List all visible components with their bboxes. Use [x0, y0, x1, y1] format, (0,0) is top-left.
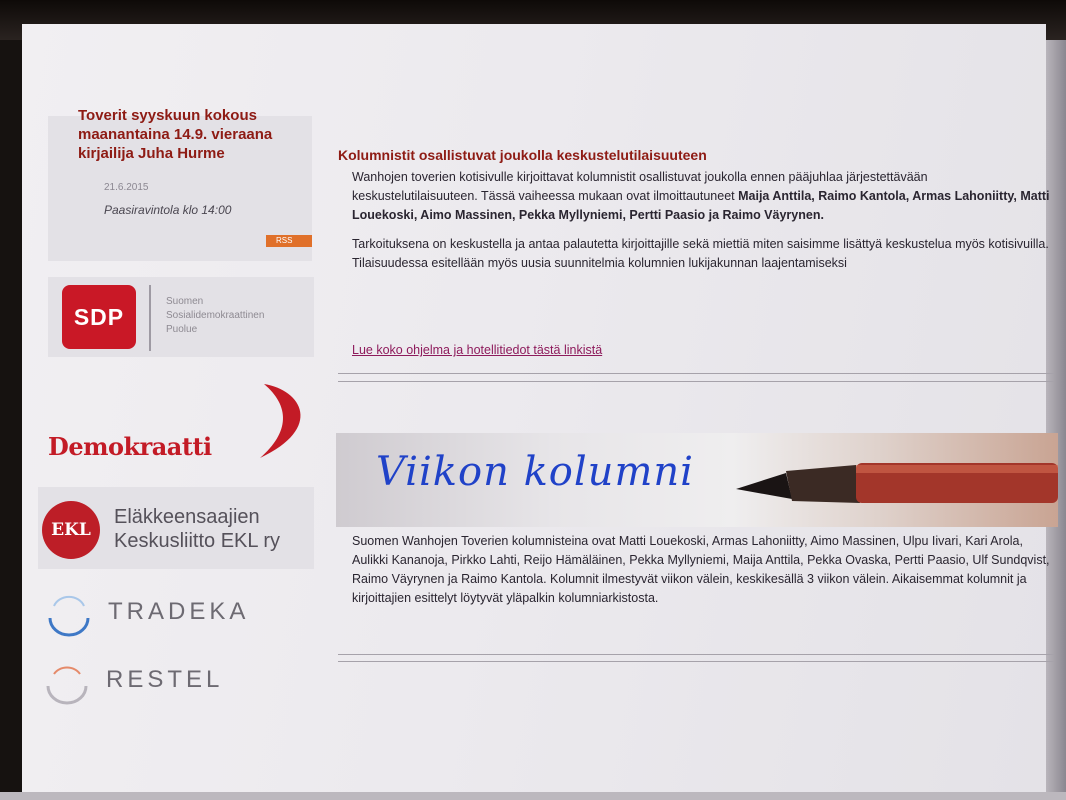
divider [338, 661, 1054, 662]
divider [338, 654, 1054, 655]
sdp-name-line: Suomen [166, 296, 204, 307]
ekl-name [114, 505, 318, 553]
divider [338, 381, 1054, 382]
banner-title: Viikon kolumni [376, 449, 694, 495]
columnists-text: Suomen Wanhojen Toverien kolumnisteina ovat Matti Louekoski, Armas Lahoniitty, Aimo Massinen, Ulpu Iivari, Kari Arola, Aulikki Kananoja, Pirkko Lahti, Reijo Hämäläinen, Pekka Myllyniemi, Maija Anttila, Pekka Ovaska, Pertti Paasio, Ulf Sundqvist, Raimo Väyrynen ja Raimo Kantola. Kolumnit ilmestyvät viikon välein, keskikesällä 3 viikon välein. Aikaisemmat kolumnit ja kirjoittajien esittelyt löytyvät yläpalkin kolumniarkistosta. [352, 534, 1050, 605]
news-title[interactable]: Toverit syyskuun kokous maanantaina 14.9. vieraana kirjailija Juha Hurme [78, 107, 273, 162]
restel-logo-icon [42, 662, 92, 706]
news-box[interactable] [48, 107, 312, 261]
ekl-logo-link[interactable] [38, 487, 314, 569]
sdp-name-line: Puolue [166, 324, 198, 335]
article-paragraph-1-text: Wanhojen toverien kotisivulle kirjoittavat kolumnistit osallistuvat joukolla ennen pääjuhlaa järjestettävään keskustelutilaisuuteen. Tässä vaiheessa mukaan ovat ilmoittautuneet [352, 170, 928, 203]
demokraatti-swoosh-icon [250, 382, 316, 462]
tradeka-logo-icon [44, 592, 94, 636]
restel-logo-link[interactable]: RESTEL [106, 666, 224, 693]
article-body [352, 168, 1054, 283]
demokraatti-logo-link[interactable]: Demokraatti [48, 432, 212, 461]
article-title: Kolumnistit osallistuvat joukolla keskustelutilaisuuteen [338, 147, 707, 163]
ekl-logo: EKL [42, 501, 100, 559]
weekly-column-banner[interactable] [336, 433, 1058, 527]
ekl-name-line: Keskusliitto EKL ry [114, 530, 280, 552]
sdp-divider [149, 285, 151, 351]
projector-frame-edge [1044, 40, 1066, 800]
columnist-names: Maija Anttila, Raimo Kantola, Armas Lahoniitty, Matti Louekoski, Aimo Massinen, Pekka Myllyniemi, Pertti Paasio ja Raimo Väyrynen. [352, 189, 1050, 222]
divider [338, 373, 1054, 374]
ekl-name-line: Eläkkeensaajien [114, 506, 260, 528]
article-paragraph-2: Tarkoituksena on keskustella ja antaa palautetta kirjoittajille sekä miettiä miten saisimme lisättyä keskustelua myös kotisivuilla. Tilaisuudessa esitellään myös uusia suunnitelmia kolumnien lukijakunnan laajentamiseksi [352, 237, 1049, 270]
sdp-name-line: Sosialidemokraattinen [166, 310, 265, 321]
article-paragraph-1 [352, 168, 1054, 225]
sdp-name [166, 295, 306, 337]
projected-webpage [22, 24, 1050, 794]
news-date: 21.6.2015 [104, 182, 149, 193]
tradeka-logo-link[interactable]: TRADEKA [108, 598, 250, 625]
rss-button[interactable]: RSS [266, 235, 312, 247]
sdp-logo: SDP [62, 285, 136, 349]
sdp-logo-link[interactable] [48, 277, 314, 357]
projector-frame-bottom [0, 792, 1066, 800]
fountain-pen-icon [736, 451, 1058, 511]
news-place: Paasiravintola klo 14:00 [104, 203, 232, 217]
program-link[interactable]: Lue koko ohjelma ja hotellitiedot tästä linkistä [352, 343, 603, 357]
